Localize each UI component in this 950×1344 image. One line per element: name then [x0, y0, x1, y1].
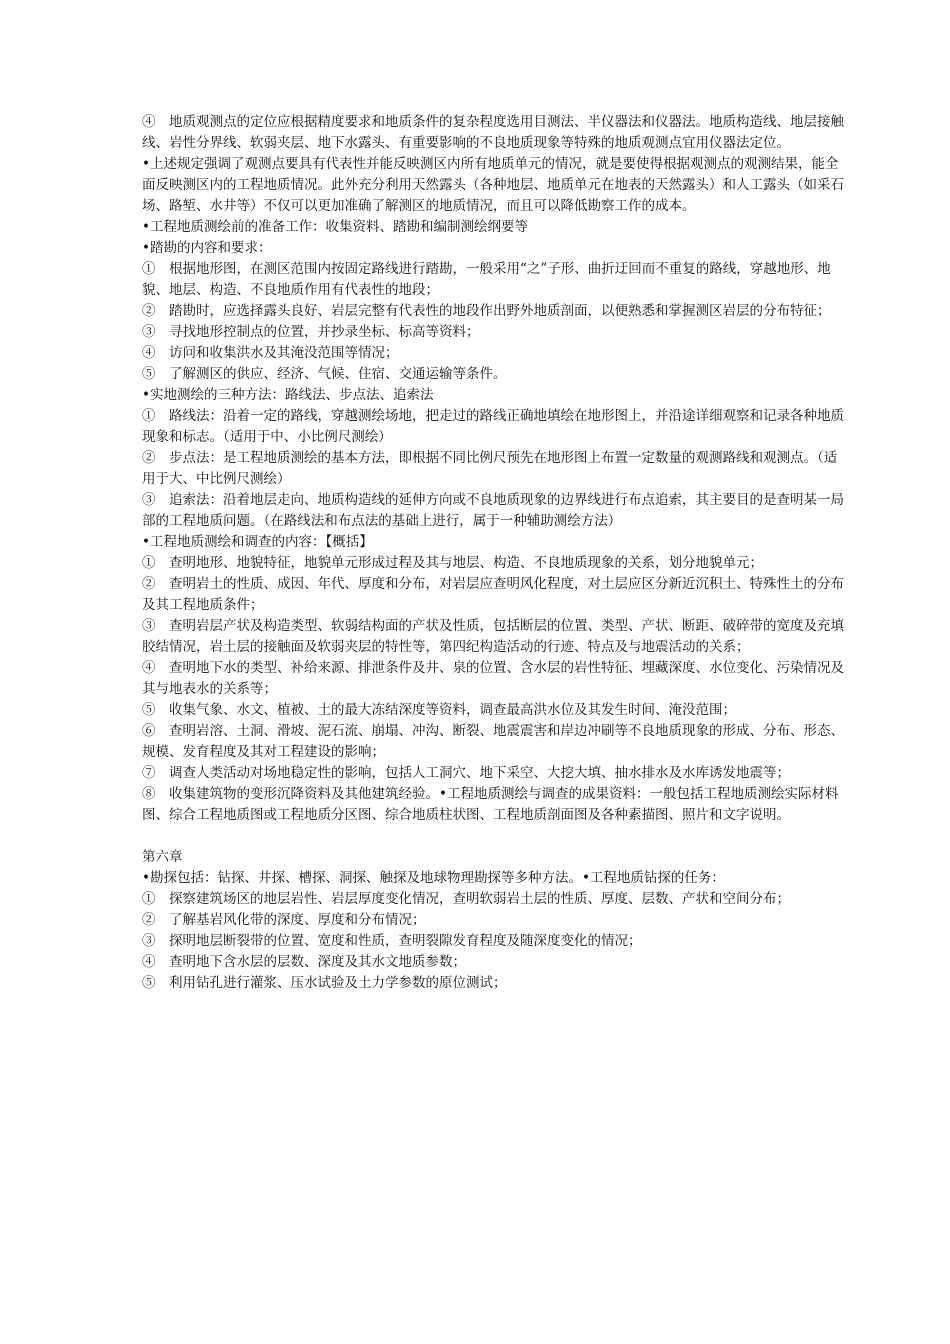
list-item-content-1: ① 查明地形、地貌特征，地貌单元形成过程及其与地层、构造、不良地质现象的关系，划分地貌单元； [142, 555, 763, 571]
paragraph-exploration-methods: •勘探包括：钻探、井探、槽探、洞探、触探及地球物理勘探等多种方法。•工程地质钻探的任务： [142, 870, 725, 886]
paragraph-reconnaissance-heading: •踏勘的内容和要求： [142, 240, 272, 256]
document-page [142, 112, 848, 994]
list-item-drilling-task-4: ④ 查明地下含水层的层数、深度及其水文地质参数； [142, 954, 466, 970]
list-item-method-step-point: ② 步点法：是工程地质测绘的基本方法，即根据不同比例尺预先在地形图上布置一定数量的观测路线和观测点。（适用于大、中比例尺测绘） [142, 450, 838, 487]
list-item-reconnaissance-4: ④ 访问和收集洪水及其淹没范围等情况； [142, 345, 399, 361]
list-item-reconnaissance-1: ① 根据地形图，在测区范围内按固定路线进行踏勘，一般采用“之”子形、曲折迂回而不重复的路线，穿越地形、地貌、地层、构造、不良地质作用有代表性的地段； [142, 261, 831, 298]
paragraph-three-methods-heading: •实地测绘的三种方法：路线法、步点法、追索法 [142, 387, 434, 403]
list-item-content-3: ③ 查明岩层产状及构造类型、软弱结构面的产状及性质，包括断层的位置、类型、产状、断距、破碎带的宽度及充填胶结情况，岩土层的接触面及软弱夹层的特性等，第四纪构造活动的行迹、特点及与地震活动的关系； [142, 618, 844, 655]
list-item-content-4: ④ 查明地下水的类型、补给来源、排泄条件及井、泉的位置、含水层的岩性特征、埋藏深度、水位变化、污染情况及其与地表水的关系等； [142, 660, 844, 697]
section-spacer [142, 826, 848, 847]
list-item-drilling-task-1: ① 探察建筑场区的地层岩性、岩层厚度变化情况，查明软弱岩土层的性质、厚度、层数、产状和空间分布； [142, 891, 790, 907]
list-item-content-7: ⑦ 调查人类活动对场地稳定性的影响，包括人工洞穴、地下采空、大挖大填、抽水排水及水库诱发地震等； [142, 765, 790, 781]
list-item-content-6: ⑥ 查明岩溶、土洞、滑坡、泥石流、崩塌、冲沟、断裂、地震震害和岸边冲刷等不良地质现象的形成、分布、形态、规模、发育程度及其对工程建设的影响； [142, 723, 844, 760]
list-item-reconnaissance-3: ③ 寻找地形控制点的位置，并抄录坐标、标高等资料； [142, 324, 480, 340]
list-item-drilling-task-2: ② 了解基岩风化带的深度、厚度和分布情况； [142, 912, 426, 928]
paragraph-survey-preparation: •工程地质测绘前的准备工作：收集资料、踏勘和编制测绘纲要等 [142, 219, 528, 235]
paragraph-observation-point-positioning: ④ 地质观测点的定位应根据精度要求和地质条件的复杂程度选用目测法、半仪器法和仪器法。地质构造线、地层接触线、岩性分界线、软弱夹层、地下水露头、有重要影响的不良地质现象等特殊的地质观测点宜用仪器法定位。 [142, 114, 844, 151]
list-item-drilling-task-3: ③ 探明地层断裂带的位置、宽度和性质，查明裂隙发育程度及随深度变化的情况； [142, 933, 642, 949]
paragraph-observation-point-representativeness: •上述规定强调了观测点要具有代表性并能反映测区内所有地质单元的情况，就是要使得根据观测点的观测结果，能全面反映测区内的工程地质情况。此外充分利用天然露头（各种地层、地质单元在地表的天然露头）和人工露头（如采石场、路堑、水井等）不仅可以更加准确了解测区的地质情况，而且可以降低勘察工作的成本。 [142, 156, 844, 214]
list-item-drilling-task-5: ⑤ 利用钻孔进行灌浆、压水试验及土力学参数的原位测试； [142, 975, 507, 991]
paragraph-survey-content-heading: •工程地质测绘和调查的内容：【概括】 [142, 534, 373, 550]
list-item-method-tracing: ③ 追索法：沿着地层走向、地质构造线的延伸方向或不良地质现象的边界线进行布点追索，其主要目的是查明某一局部的工程地质问题。（在路线法和布点法的基础上进行，属于一种辅助测绘方法） [142, 492, 844, 529]
chapter-title: 第六章 [142, 849, 183, 865]
list-item-content-8: ⑧ 收集建筑物的变形沉降资料及其他建筑经验。•工程地质测绘与调查的成果资料：一般包括工程地质测绘实际材料图、综合工程地质图或工程地质分区图、综合地质柱状图、工程地质剖面图及各种素描图、照片和文字说明。 [142, 786, 839, 823]
list-item-content-5: ⑤ 收集气象、水文、植被、土的最大冻结深度等资料，调查最高洪水位及其发生时间、淹没范围； [142, 702, 736, 718]
list-item-reconnaissance-2: ② 踏勘时，应选择露头良好、岩层完整有代表性的地段作出野外地质剖面，以便熟悉和掌握测区岩层的分布特征； [142, 303, 831, 319]
list-item-content-2: ② 查明岩土的性质、成因、年代、厚度和分布，对岩层应查明风化程度，对土层应区分新近沉积土、特殊性土的分布及其工程地质条件； [142, 576, 844, 613]
list-item-reconnaissance-5: ⑤ 了解测区的供应、经济、气候、住宿、交通运输等条件。 [142, 366, 507, 382]
list-item-method-route: ① 路线法：沿着一定的路线，穿越测绘场地，把走过的路线正确地填绘在地形图上，并沿途详细观察和记录各种地质现象和标志。（适用于中、小比例尺测绘） [142, 408, 844, 445]
